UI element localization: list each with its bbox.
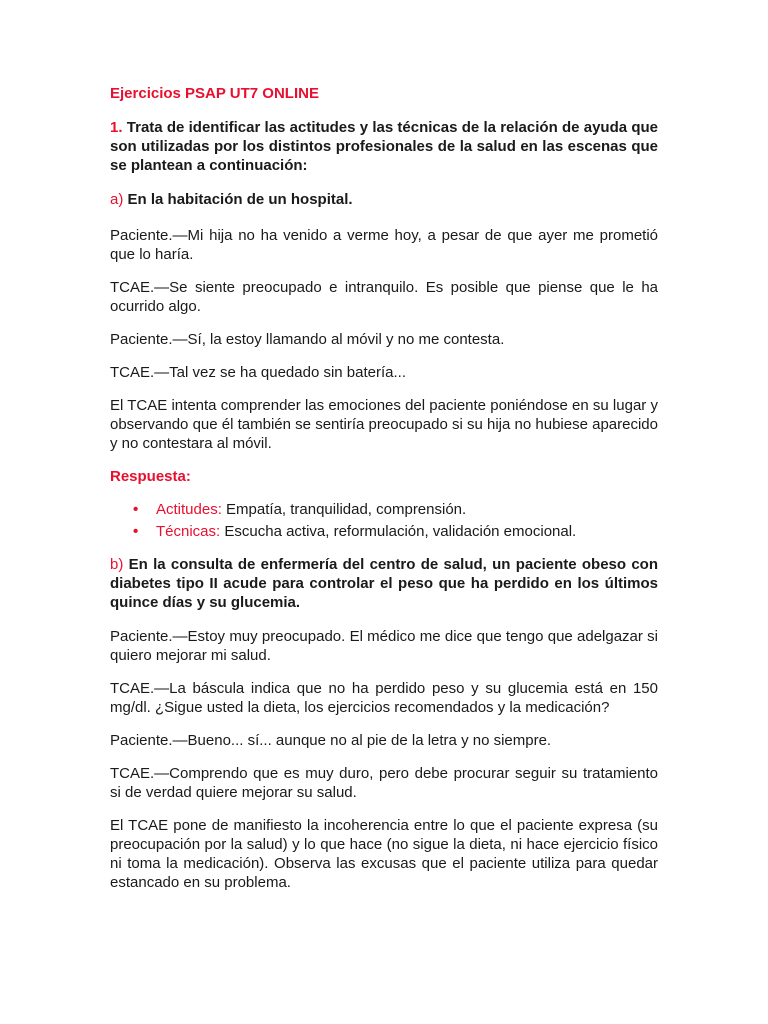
section-b-letter: b) [110, 556, 124, 573]
section-b-heading [110, 555, 658, 612]
dialogue-line: Paciente.—Estoy muy preocupado. El médico me dice que tengo que adelgazar si quiero mejorar mi salud. [110, 628, 658, 664]
answer-label: Respuesta: [110, 468, 191, 485]
section-a-heading-text: En la habitación de un hospital. [127, 191, 353, 208]
question-1-number: 1. [110, 119, 123, 136]
answer-item-label: Actitudes: [156, 501, 222, 518]
dialogue-line: TCAE.—Se siente preocupado e intranquilo. Es posible que piense que le ha ocurrido algo. [110, 279, 658, 315]
section-b-heading-text: En la consulta de enfermería del centro de salud, un paciente obeso con diabetes tipo II acude para controlar el peso que ha perdido en los últimos quince días y su glucemia. [110, 556, 659, 611]
dialogue-line: TCAE.—Comprendo que es muy duro, pero debe procurar seguir su tratamiento si de verdad quiere mejorar su salud. [110, 765, 658, 801]
section-a-heading [110, 190, 658, 209]
section-a-explanation: El TCAE intenta comprender las emociones del paciente poniéndose en su lugar y observando que él también se sentiría preocupado si su hija no hubiese aparecido y no contestara al móvil. [110, 397, 658, 452]
answer-item-text: Empatía, tranquilidad, comprensión. [226, 501, 467, 518]
answer-list [110, 500, 658, 541]
answer-item-actitudes [110, 500, 658, 519]
dialogue-line: TCAE.—La báscula indica que no ha perdido peso y su glucemia está en 150 mg/dl. ¿Sigue usted la dieta, los ejercicios recomendados y la medicación? [110, 680, 658, 716]
dialogue-line: Paciente.—Sí, la estoy llamando al móvil y no me contesta. [110, 331, 505, 348]
document-title: Ejercicios PSAP UT7 ONLINE [110, 85, 319, 102]
dialogue-line: Paciente.—Mi hija no ha venido a verme hoy, a pesar de que ayer me prometió que lo haría. [110, 227, 658, 263]
answer-item-tecnicas [110, 522, 658, 541]
bullet-icon: • [133, 501, 139, 518]
answer-item-text: Escucha activa, reformulación, validación emocional. [224, 523, 577, 540]
question-1 [110, 118, 658, 175]
section-b-explanation: El TCAE pone de manifiesto la incoherencia entre lo que el paciente expresa (su preocupación por la salud) y lo que hace (no sigue la dieta, ni hace ejercicio físico ni toma la medicación). Observa las excusas que el paciente utiliza para quedar estancado en su problema. [110, 817, 658, 891]
document-page [110, 84, 658, 906]
answer-item-label: Técnicas: [156, 523, 221, 540]
bullet-icon: • [133, 523, 139, 540]
section-a-letter: a) [110, 191, 124, 208]
dialogue-line: Paciente.—Bueno... sí... aunque no al pie de la letra y no siempre. [110, 732, 552, 749]
dialogue-line: TCAE.—Tal vez se ha quedado sin batería... [110, 364, 406, 381]
question-1-text: Trata de identificar las actitudes y las técnicas de la relación de ayuda que son utilizadas por los distintos profesionales de la salud en las escenas que se plantean a continuación: [110, 119, 658, 174]
